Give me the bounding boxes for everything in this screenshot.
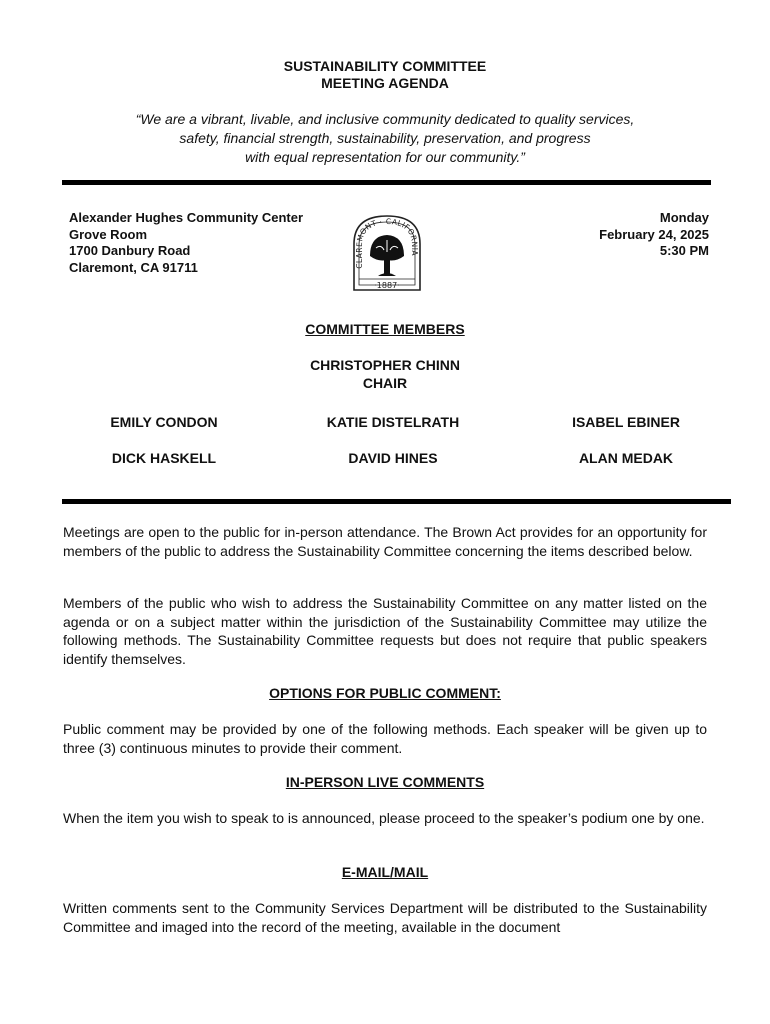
agenda-subtitle: MEETING AGENDA [321, 75, 449, 91]
meeting-day: Monday [659, 210, 709, 225]
paragraph-in-person: When the item you wish to speak to is announced, please proceed to the speaker’s podium one by one. [63, 810, 705, 826]
committee-member: DAVID HINES [348, 450, 438, 466]
paragraph-comment-methods: Public comment may be provided by one of the following methods. Each speaker will be given up to three (3) continuous minutes to provide their comment. [63, 721, 707, 756]
mission-line: with equal representation for our community.” [245, 149, 525, 165]
chair-role: CHAIR [362, 375, 408, 391]
committee-heading: COMMITTEE MEMBERS [305, 321, 465, 337]
committee-member: ALAN MEDAK [578, 450, 674, 466]
meeting-time: 5:30 PM [659, 243, 709, 258]
chair-name: CHRISTOPHER CHINN [310, 357, 460, 373]
svg-text:CLAREMONT · CALIFORNIA: CLAREMONT · CALIFORNIA [354, 216, 420, 269]
venue-name: Alexander Hughes Community Center [69, 210, 304, 225]
committee-member: EMILY CONDON [110, 414, 218, 430]
meeting-date: February 24, 2025 [599, 226, 709, 242]
city-seal-logo [348, 212, 426, 296]
city-state-zip: Claremont, CA 91711 [69, 259, 198, 275]
meeting-datetime [599, 210, 709, 260]
mission-line: “We are a vibrant, livable, and inclusive community dedicated to quality services, [135, 111, 635, 127]
svg-text:·1887·: ·1887· [374, 281, 400, 290]
mission-statement [90, 110, 680, 167]
oak-tree-icon [370, 235, 404, 276]
paragraph-public-address: Members of the public who wish to address the Sustainability Committee on any matter listed on the agenda or on a subject matter within the jurisdiction of the Sustainability Committee may utilize the following methods. The Sustainability Committee requests but does not require that public speakers identify themselves. [63, 595, 707, 667]
paragraph-open-meeting: Meetings are open to the public for in-person attendance. The Brown Act provides for an opportunity for members of the public to address the Sustainability Committee concerning the items described below. [63, 524, 707, 559]
room-name: Grove Room [69, 226, 148, 242]
street-address: 1700 Danbury Road [69, 243, 191, 258]
section-heading-in-person: IN-PERSON LIVE COMMENTS [285, 774, 485, 790]
members-divider [62, 499, 731, 504]
section-heading-options: OPTIONS FOR PUBLIC COMMENT: [269, 685, 501, 701]
committee-member: KATIE DISTELRATH [326, 414, 460, 430]
top-divider [62, 180, 711, 185]
paragraph-written-comments: Written comments sent to the Community Services Department will be distributed to the Sustainability Committee and imaged into the record of the meeting, available in the document [63, 900, 707, 935]
section-heading-email-mail: E-MAIL/MAIL [341, 864, 429, 880]
committee-member: DICK HASKELL [111, 450, 217, 466]
committee-member: ISABEL EBINER [572, 414, 680, 430]
meeting-location [69, 210, 303, 276]
mission-line: safety, financial strength, sustainability, preservation, and progress [179, 130, 591, 146]
agenda-title: SUSTAINABILITY COMMITTEE [283, 58, 487, 74]
